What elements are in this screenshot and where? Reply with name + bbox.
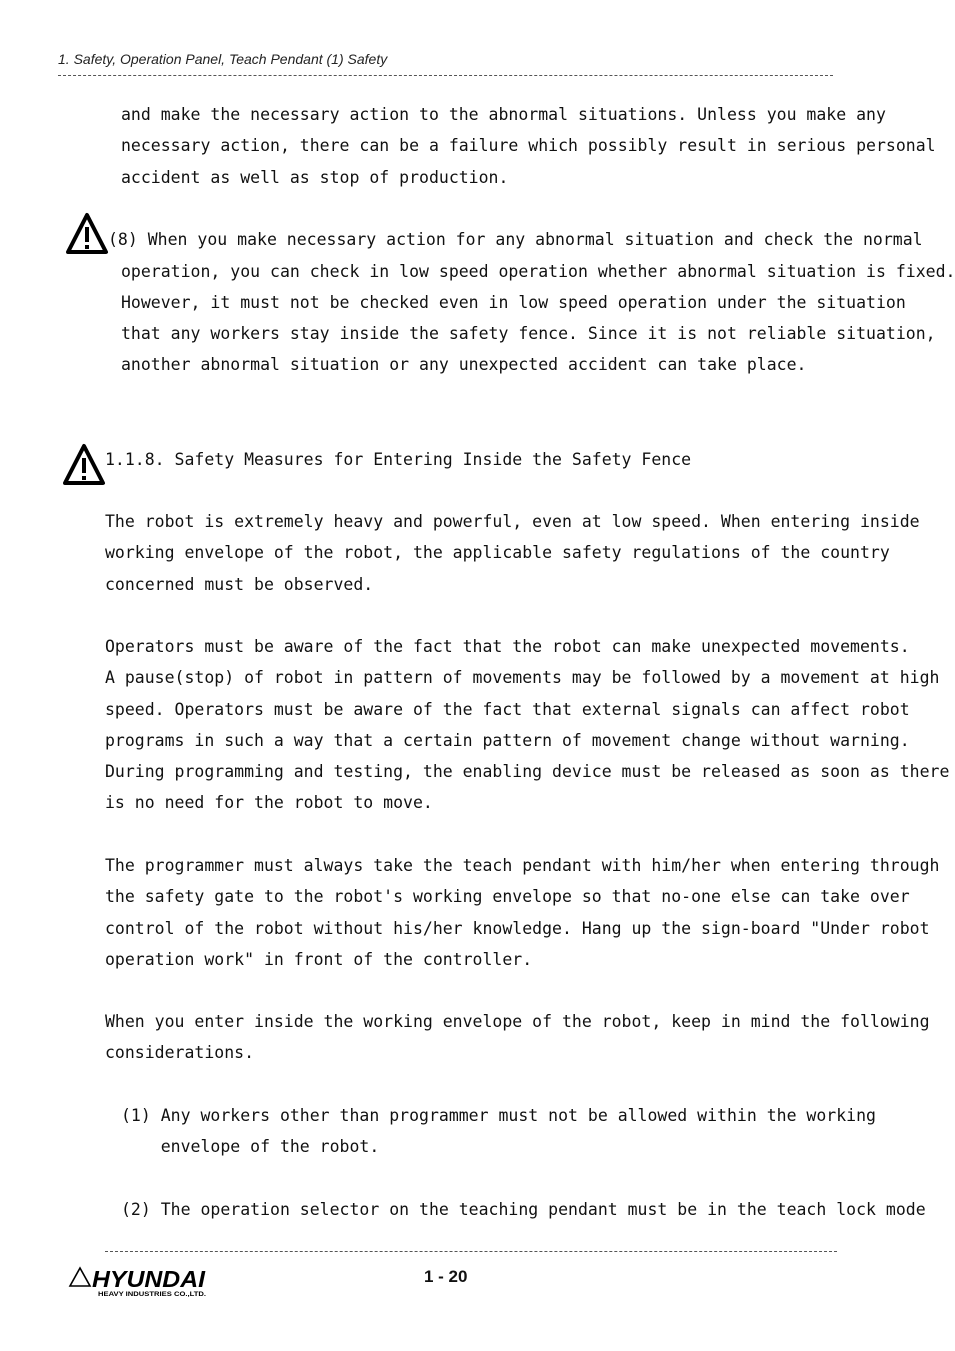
footer-rule [105,1251,837,1252]
paragraph-item-8 [108,224,923,255]
text-line: and make the necessary action to the abnormal situations. Unless you make any [121,105,886,124]
paragraph-programmer [105,850,940,975]
text-line: During programming and testing, the enabling device must be released as soon as there [105,762,950,782]
list-item-2 [121,1194,926,1225]
text-line: considerations. [105,1043,255,1063]
text-line: envelope of the robot. [121,1137,380,1157]
text-line: accident as well as stop of production. [121,167,509,187]
running-header: 1. Safety, Operation Panel, Teach Pendant (1) Safety [58,51,388,67]
text-line: the safety gate to the robot's working envelope so that no-one else can take over [105,887,910,907]
text-line: programs in such a way that a certain pattern of movement change without warning. [105,730,910,750]
text-line: (2) The operation selector on the teaching pendant must be in the teach lock mode [121,1200,926,1219]
paragraph-operators-aware [105,631,950,819]
hyundai-logo-icon [68,1266,208,1300]
text-line: operation, you can check in low speed operation whether abnormal situation is fixed. [121,261,955,281]
paragraph-item-8-continued [121,256,955,381]
list-item-1 [121,1100,876,1163]
header-rule [58,75,833,76]
text-line: However, it must not be checked even in low speed operation under the situation [121,292,906,312]
text-line: Operators must be aware of the fact that the robot can make unexpected movements. [105,637,910,656]
section-heading: 1.1.8. Safety Measures for Entering Inside the Safety Fence [105,450,692,469]
paragraph-robot-heavy [105,506,920,600]
text-line: speed. Operators must be aware of the fact that external signals can affect robot [105,699,910,719]
text-line: (1) Any workers other than programmer must not be allowed within the working [121,1106,876,1125]
text-line: that any workers stay inside the safety fence. Since it is not reliable situation, [121,324,936,344]
text-line: is no need for the robot to move. [105,793,433,813]
text-line: concerned must be observed. [105,574,374,594]
warning-icon [63,443,105,485]
text-line: operation work" in front of the controller. [105,949,533,969]
text-line: When you enter inside the working envelope of the robot, keep in mind the following [105,1012,930,1031]
text-line: (8) When you make necessary action for any abnormal situation and check the normal [108,230,923,249]
company-logo [68,1266,208,1304]
text-line: The robot is extremely heavy and powerful, even at low speed. When entering inside [105,512,920,531]
warning-icon [66,212,108,254]
page-number: 1 - 20 [424,1267,468,1286]
svg-text:HYUNDAI: HYUNDAI [92,1266,206,1292]
text-line: control of the robot without his/her knowledge. Hang up the sign-board "Under robot [105,918,930,938]
paragraph-considerations [105,1006,930,1069]
text-line: another abnormal situation or any unexpected accident can take place. [121,355,807,375]
text-line: A pause(stop) of robot in pattern of movements may be followed by a movement at high [105,668,940,688]
paragraph-abnormal-action [121,99,936,193]
text-line: The programmer must always take the teach pendant with him/her when entering through [105,856,940,875]
text-line: necessary action, there can be a failure which possibly result in serious personal [121,136,936,156]
svg-text:HEAVY INDUSTRIES CO.,LTD.: HEAVY INDUSTRIES CO.,LTD. [98,1291,207,1298]
text-line: working envelope of the robot, the applicable safety regulations of the country [105,543,890,563]
